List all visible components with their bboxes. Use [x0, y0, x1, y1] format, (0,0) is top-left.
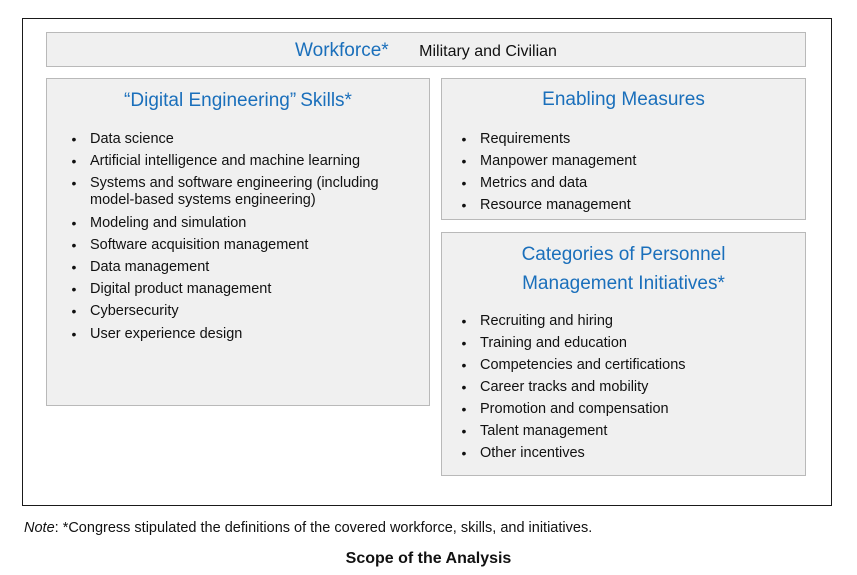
- skills-list: [69, 131, 409, 348]
- list-item: [69, 215, 409, 232]
- list-item-text: Data management: [90, 258, 210, 275]
- bullet-icon: •: [71, 236, 77, 253]
- bullet-icon: •: [461, 379, 467, 395]
- list-item-text: Talent management: [480, 423, 608, 439]
- list-item-text: Modeling and simulation: [90, 214, 247, 231]
- list-item: [69, 281, 409, 298]
- bullet-icon: •: [461, 153, 467, 169]
- bullet-icon: •: [461, 335, 467, 351]
- figure-caption: Scope of the Analysis: [345, 550, 512, 567]
- bullet-icon: •: [71, 303, 77, 320]
- list-item-text: Competencies and certifications: [480, 357, 686, 373]
- list-item: [459, 175, 789, 192]
- list-item-text: User experience design: [90, 325, 243, 342]
- list-item: [459, 153, 789, 170]
- personnel-initiatives-title-line2: Management Initiatives*: [522, 273, 725, 294]
- enabling-measures-panel: [441, 78, 806, 220]
- list-item: [69, 303, 409, 320]
- list-item-text: Cybersecurity: [90, 303, 179, 320]
- personnel-initiatives-panel: [441, 232, 806, 476]
- list-item-text: Promotion and compensation: [480, 401, 669, 417]
- enabling-measures-list: [459, 131, 789, 219]
- list-item: [69, 326, 409, 343]
- list-item: [459, 401, 789, 418]
- bullet-icon: •: [461, 313, 467, 329]
- enabling-measures-title: Enabling Measures: [542, 89, 705, 110]
- workforce-title: Workforce*: [295, 40, 389, 61]
- list-item: [69, 175, 409, 209]
- bullet-icon: •: [461, 175, 467, 191]
- bullet-icon: •: [71, 131, 77, 147]
- list-item: [459, 379, 789, 396]
- list-item-text: Data science: [90, 131, 174, 147]
- bullet-icon: •: [461, 357, 467, 373]
- list-item-text: Manpower management: [480, 153, 637, 169]
- list-item: [459, 131, 789, 148]
- footnote-text: : *Congress stipulated the definitions of the covered workforce, skills, and initiatives.: [54, 520, 593, 536]
- list-item-text: Digital product management: [90, 281, 272, 298]
- footnote-label: Note: [24, 520, 55, 536]
- personnel-initiatives-title: [442, 240, 805, 298]
- personnel-initiatives-title-line1: Categories of Personnel: [521, 244, 726, 265]
- list-item: [69, 153, 409, 170]
- bullet-icon: •: [461, 445, 467, 461]
- skills-title-rest: Skills*: [300, 90, 352, 111]
- workforce-header: [46, 32, 806, 67]
- bullet-icon: •: [71, 153, 77, 170]
- list-item-text: Resource management: [480, 197, 631, 213]
- list-item: [459, 313, 789, 330]
- list-item-text: Career tracks and mobility: [480, 379, 649, 395]
- list-item: [69, 131, 409, 148]
- personnel-initiatives-list: [459, 313, 789, 467]
- bullet-icon: •: [71, 258, 77, 275]
- workforce-subtitle: Military and Civilian: [419, 43, 557, 60]
- bullet-icon: •: [461, 131, 467, 147]
- bullet-icon: •: [461, 423, 467, 439]
- list-item-text: Artificial intelligence and machine learning: [90, 153, 361, 170]
- list-item: [459, 197, 789, 214]
- list-item: [459, 445, 789, 462]
- list-item-text: Other incentives: [480, 445, 585, 461]
- list-item: [459, 423, 789, 440]
- list-item: [69, 237, 409, 254]
- bullet-icon: •: [461, 197, 467, 213]
- bullet-icon: •: [71, 281, 77, 298]
- skills-title-quote: “Digital Engineering”: [124, 90, 297, 111]
- list-item-text: Recruiting and hiring: [480, 313, 613, 329]
- list-item-text: Software acquisition management: [90, 236, 309, 253]
- bullet-icon: •: [71, 214, 77, 231]
- skills-panel: [46, 78, 430, 406]
- list-item-text: Metrics and data: [480, 175, 588, 191]
- list-item-text: Training and education: [480, 335, 627, 351]
- list-item: [69, 259, 409, 276]
- footnote: [24, 519, 592, 537]
- bullet-icon: •: [461, 401, 467, 417]
- list-item-text: Systems and software engineering (including model-based systems engineering): [90, 175, 379, 209]
- skills-title: [47, 87, 429, 114]
- list-item: [459, 357, 789, 374]
- list-item: [459, 335, 789, 352]
- bullet-icon: •: [71, 175, 77, 192]
- list-item-text: Requirements: [480, 131, 571, 147]
- bullet-icon: •: [71, 325, 77, 342]
